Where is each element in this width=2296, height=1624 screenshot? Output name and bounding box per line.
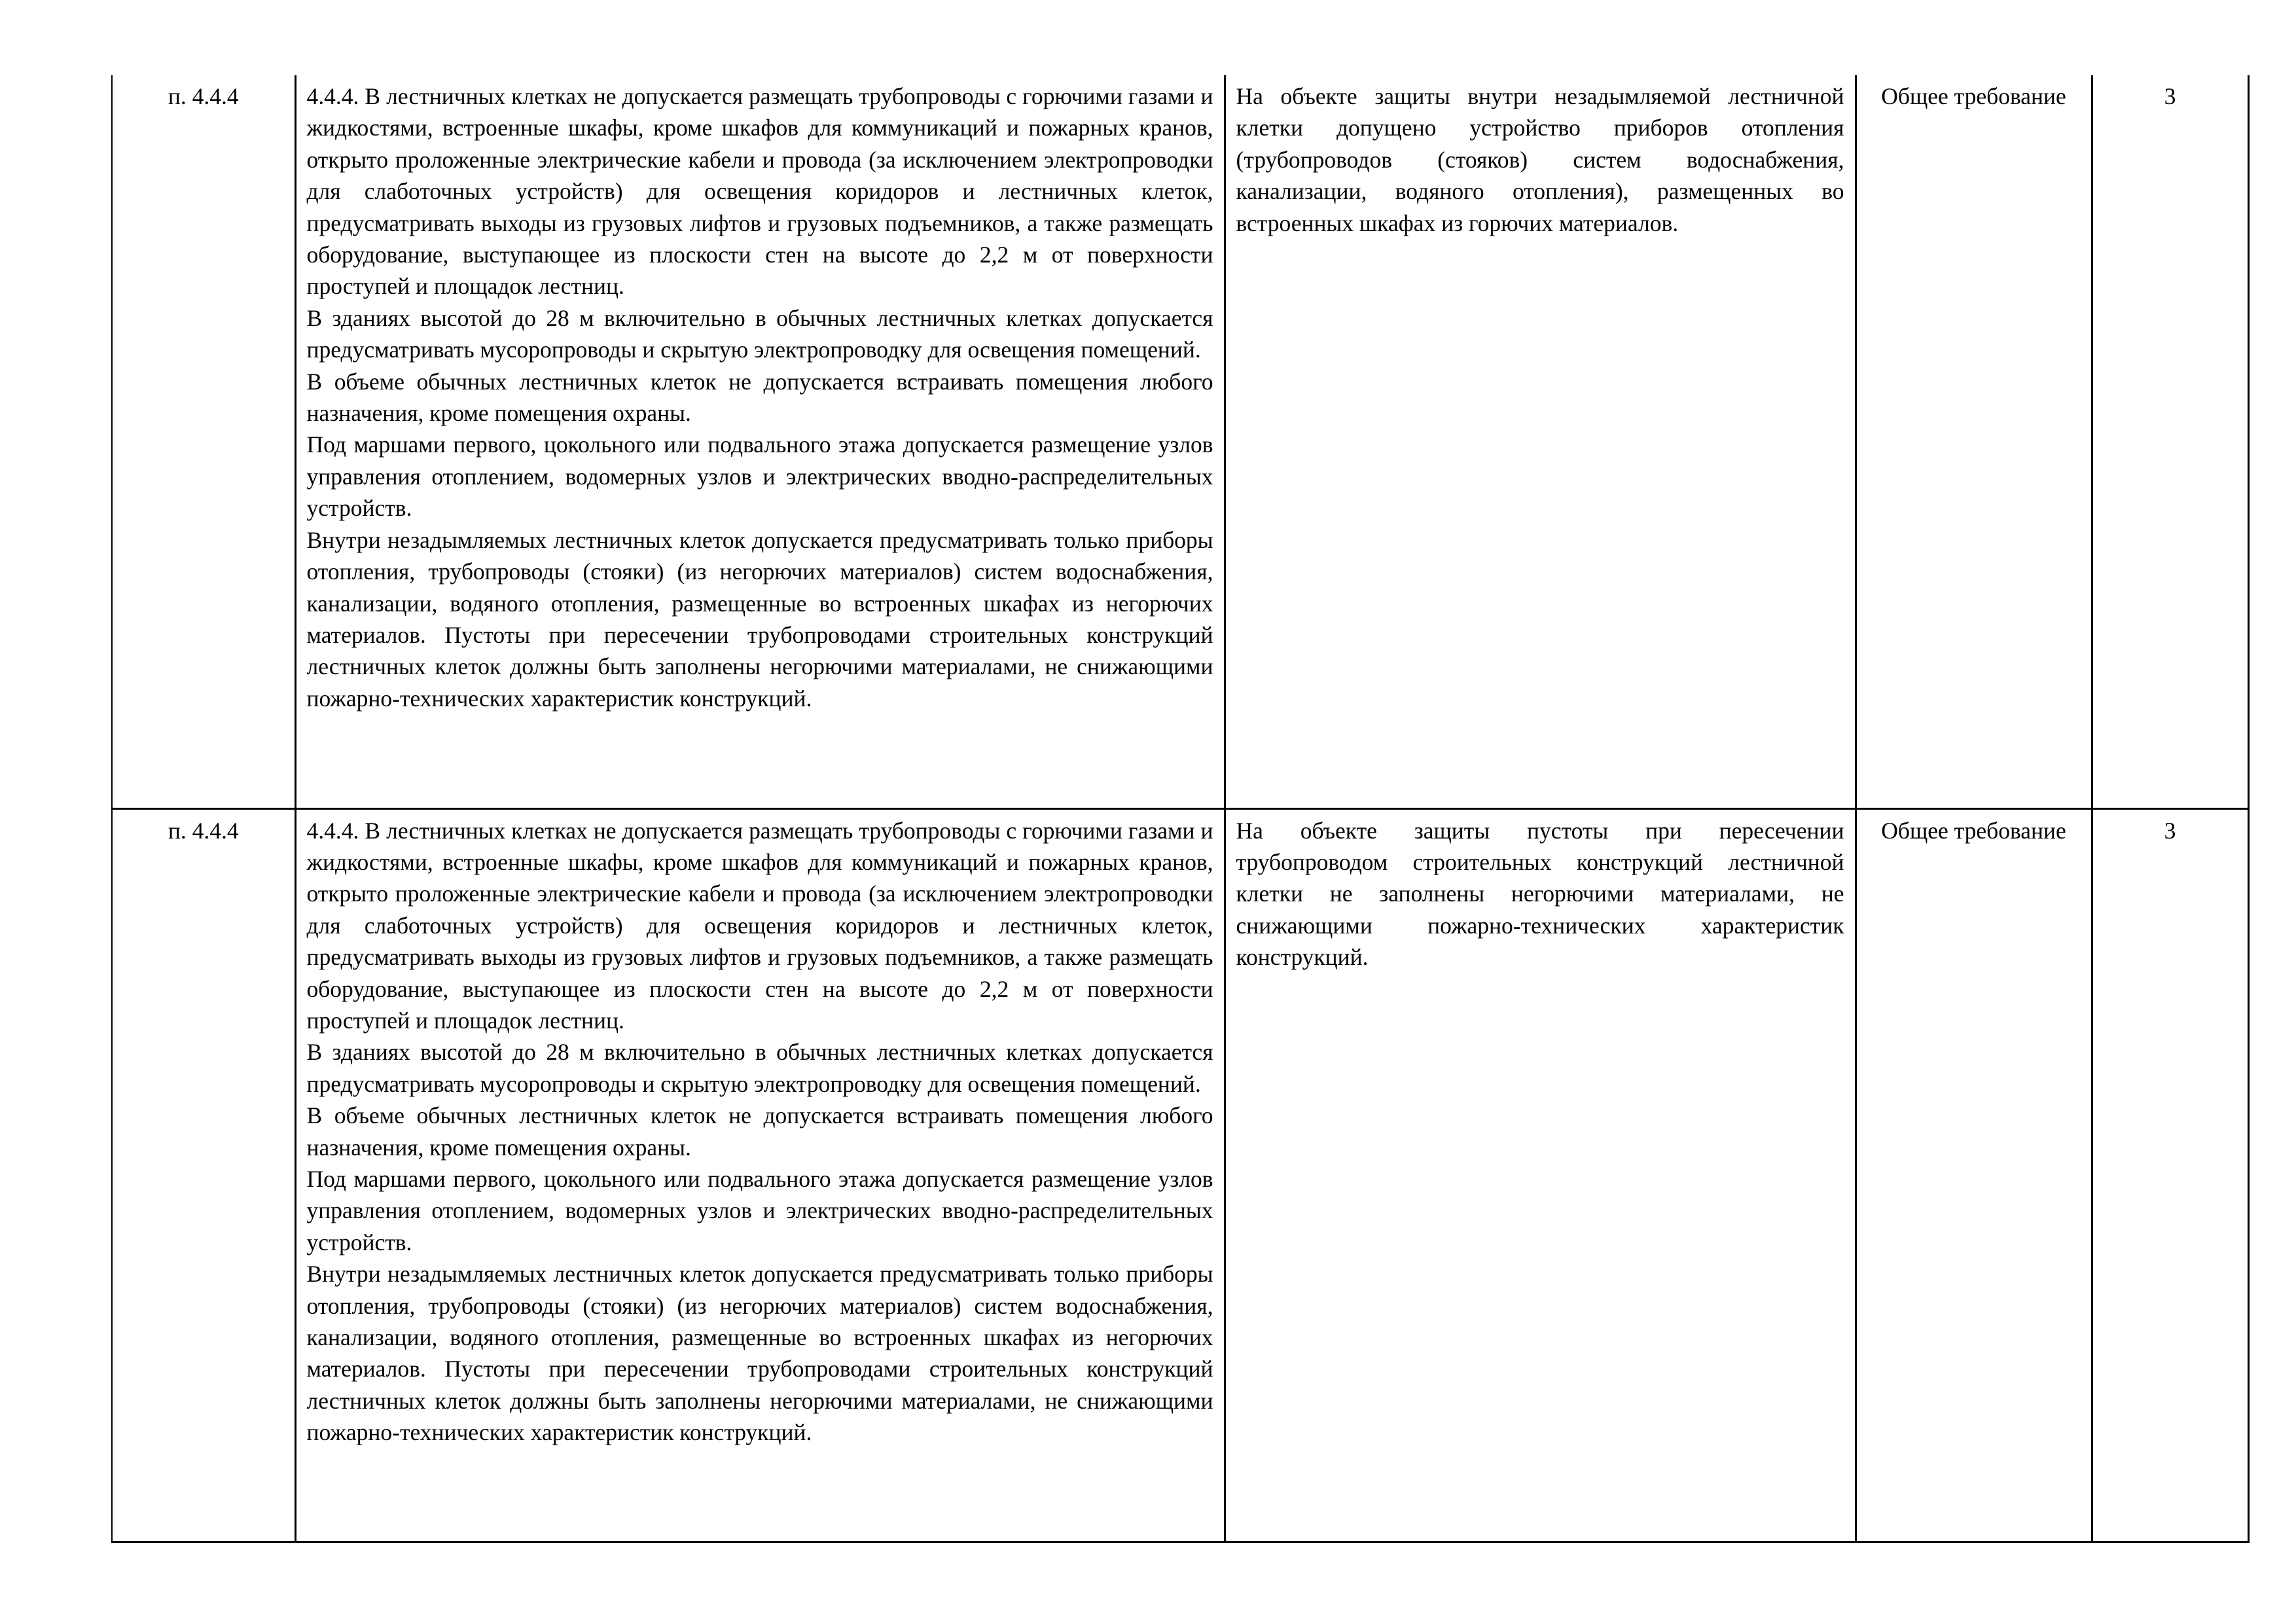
table-row (112, 808, 2248, 1542)
violations-table (111, 75, 2250, 1543)
requirement-paragraph: Внутри незадымляемых лестничных клеток допускается предусматривать только приборы отопления, трубопроводы (стояки) (из негорючих материалов) систем водоснабжения, канализации, водяного отопления, размещенные во встроенных шкафах из негорючих материалов. Пустоты при пересечении трубопроводами строительных конструкций лестничных клеток должны быть заполнены негорючими материалами, не снижающими пожарно-технических характеристик конструкций. (306, 526, 1213, 712)
requirement-type-cell: Общее требование (1856, 808, 2092, 1542)
number-cell: 3 (2092, 75, 2248, 808)
number-cell: 3 (2092, 808, 2248, 1542)
requirement-paragraph: В зданиях высотой до 28 м включительно в обычных лестничных клетках допускается предусматривать мусоропроводы и скрытую электропроводку для освещения помещений. (306, 304, 1213, 363)
violation-description-cell (1225, 808, 1856, 1542)
requirement-paragraph: 4.4.4. В лестничных клетках не допускается размещать трубопроводы с горючими газами и жидкостями, встроенные шкафы, кроме шкафов для коммуникаций и пожарных кранов, открыто проложенные электрические кабели и провода (за исключением электропроводки для слаботочных устройств) для освещения коридоров и лестничных клеток, предусматривать выходы из грузовых лифтов и грузовых подъемников, а также размещать оборудование, выступающее из плоскости стен на высоте до 2,2 м от поверхности проступей и площадок лестниц. (306, 817, 1213, 1034)
requirement-paragraph: Под маршами первого, цокольного или подвального этажа допускается размещение узлов управления отоплением, водомерных узлов и электрических вводно-распределительных устройств. (306, 431, 1213, 522)
requirement-paragraph: Внутри незадымляемых лестничных клеток допускается предусматривать только приборы отопления, трубопроводы (стояки) (из негорючих материалов) систем водоснабжения, канализации, водяного отопления, размещенные во встроенных шкафах из негорючих материалов. Пустоты при пересечении трубопроводами строительных конструкций лестничных клеток должны быть заполнены негорючими материалами, не снижающими пожарно-технических характеристик конструкций. (306, 1261, 1213, 1446)
requirement-text-cell (295, 75, 1225, 808)
violation-description-cell (1225, 75, 1856, 808)
requirement-type-cell: Общее требование (1856, 75, 2092, 808)
requirement-text-cell (295, 808, 1225, 1542)
violation-text: На объекте защиты внутри незадымляемой лестничной клетки допущено устройство приборов отопления (трубопроводов (стояков) систем водоснабжения, канализации, водяного отопления), размещенных во встроенных шкафах из горючих материалов. (1236, 83, 1844, 236)
violation-text: На объекте защиты пустоты при пересечении трубопроводом строительных конструкций лестничной клетки не заполнены негорючими материалами, не снижающими пожарно-технических характеристик конструкций. (1236, 817, 1844, 971)
table-row (112, 75, 2248, 808)
norm-reference-cell: п. 4.4.4 (112, 75, 295, 808)
requirement-paragraph: В объеме обычных лестничных клеток не допускается встраивать помещения любого назначения, кроме помещения охраны. (306, 1102, 1213, 1161)
requirement-paragraph: В зданиях высотой до 28 м включительно в обычных лестничных клетках допускается предусматривать мусоропроводы и скрытую электропроводку для освещения помещений. (306, 1039, 1213, 1097)
requirement-paragraph: В объеме обычных лестничных клеток не допускается встраивать помещения любого назначения, кроме помещения охраны. (306, 368, 1213, 427)
norm-reference-cell: п. 4.4.4 (112, 808, 295, 1542)
requirement-paragraph: 4.4.4. В лестничных клетках не допускается размещать трубопроводы с горючими газами и жидкостями, встроенные шкафы, кроме шкафов для коммуникаций и пожарных кранов, открыто проложенные электрические кабели и провода (за исключением электропроводки для слаботочных устройств) для освещения коридоров и лестничных клеток, предусматривать выходы из грузовых лифтов и грузовых подъемников, а также размещать оборудование, выступающее из плоскости стен на высоте до 2,2 м от поверхности проступей и площадок лестниц. (306, 83, 1213, 300)
requirement-paragraph: Под маршами первого, цокольного или подвального этажа допускается размещение узлов управления отоплением, водомерных узлов и электрических вводно-распределительных устройств. (306, 1165, 1213, 1255)
